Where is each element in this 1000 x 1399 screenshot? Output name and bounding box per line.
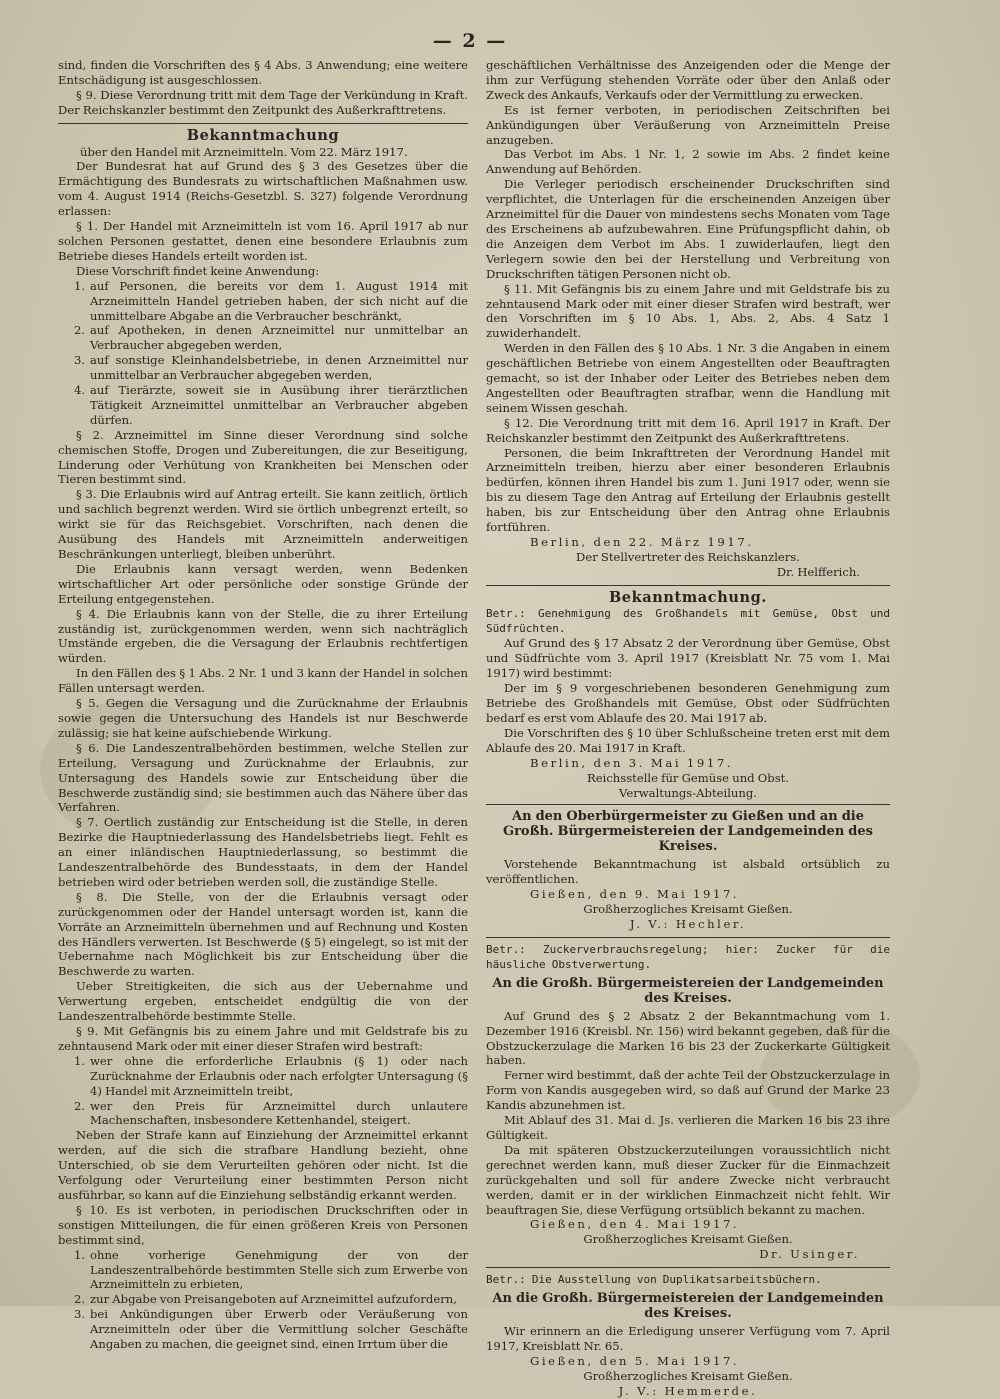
paragraph: § 9. Mit Gefängnis bis zu einem Jahre und mit Geldstrafe bis zu zehntausend Mark oder mit einer dieser Strafen wird bestraft:: [58, 1024, 468, 1053]
addressee-heading: An die Großh. Bürgermeistereien der Landgemeinden des Kreises.: [492, 1291, 884, 1322]
paragraph: Mit Ablauf des 31. Mai d. Js. verlieren die Marken 16 bis 23 ihre Gültigkeit.: [486, 1113, 890, 1142]
signature-org: Großherzogliches Kreisamt Gießen.: [583, 902, 793, 917]
paragraph: Auf Grund des § 2 Absatz 2 der Bekanntmachung vom 1. Dezember 1916 (Kreisbl. Nr. 156) wird bekannt gegeben, daß für die Obstzuckerzulage die Marken 16 bis 23 der Zuckerkarte Gültigkeit haben.: [486, 1008, 890, 1068]
paragraph: Die Vorschriften des § 10 über Schlußscheine treten erst mit dem Ablaufe des 20. Mai 1917 in Kraft.: [486, 725, 890, 755]
paragraph: Ferner wird bestimmt, daß der achte Teil der Obstzuckerzulage in Form von Kandis ausgegeben wird, so daß auf Grund der Marke 23 Kandis abzunehmen ist.: [486, 1068, 890, 1113]
paragraph: In den Fällen des § 1 Abs. 2 Nr. 1 und 3 kann der Handel in solchen Fällen untersagt werden.: [58, 666, 468, 696]
signature-place: Gießen, den 9. Mai 1917.: [530, 887, 740, 902]
penalty-list: [58, 1054, 468, 1129]
paragraph: § 11. Mit Gefängnis bis zu einem Jahre und mit Geldstrafe bis zu zehntausend Mark oder mit einer dieser Strafen wird bestraft, wer den Vorschriften im § 10 Abs. 1, Abs. 2, Abs. 4 Satz 1 zuwiderhandelt.: [486, 281, 890, 341]
divider: [58, 123, 468, 124]
paragraph: § 12. Die Verordnung tritt mit dem 16. April 1917 in Kraft. Der Reichskanzler bestimmt den Zeitpunkt des Außerkrafttretens.: [486, 415, 890, 445]
divider: [486, 937, 890, 938]
list-item: 4. auf Tierärzte, soweit sie in Ausübung ihrer tierärztlichen Tätigkeit Arzneimittel unmittelbar an Verbraucher abgeben dürfen.: [74, 383, 468, 427]
divider: [486, 804, 890, 805]
announcement-subheading: über den Handel mit Arzneimitteln. Vom 22. März 1917.: [80, 144, 408, 159]
prohibition-list: [58, 1248, 468, 1352]
paragraph: § 9. Diese Verordnung tritt mit dem Tage der Verkündung in Kraft. Der Reichskanzler bestimmt den Zeitpunkt des Außerkrafttretens.: [58, 87, 468, 117]
paragraph: Diese Vorschrift findet keine Anwendung:: [76, 263, 320, 278]
list-item: 1. wer ohne die erforderliche Erlaubnis (§ 1) oder nach Zurücknahme der Erlaubnis oder nach erfolgter Untersagung (§ 4) Handel mit Arzneimitteln treibt,: [74, 1053, 468, 1098]
paragraph: Der Bundesrat hat auf Grund des § 3 des Gesetzes über die Ermächtigung des Bundesrats zu wirtschaftlichen Maßnahmen usw. vom 4. August 1914 (Reichs-Gesetzbl. S. 327) folgende Verordnung erlassen:: [58, 159, 468, 219]
list-item: 3. auf sonstige Kleinhandelsbetriebe, in denen Arzneimittel nur unmittelbar an Verbraucher abgegeben werden,: [74, 353, 468, 383]
signature-role: Der Stellvertreter des Reichskanzlers.: [576, 549, 800, 564]
subject-line: Betr.: Die Ausstellung von Duplikatsarbeitsbüchern.: [486, 1273, 822, 1287]
addressee-heading: An den Oberbürgermeister zu Gießen und an die Großh. Bürgermeistereien der Landgemeinden des Kreises.: [502, 809, 873, 855]
left-column: [58, 58, 468, 1352]
signature-org: Verwaltungs-Abteilung.: [619, 785, 757, 800]
page-number: — 2 —: [432, 30, 508, 52]
paragraph: Neben der Strafe kann auf Einziehung der Arzneimittel erkannt werden, auf die sich die strafbare Handlung bezieht, ohne Unterschied, ob sie dem Verurteilten gehören oder nicht. Ist die Verfolgung oder Verurteilung einer bestimmten Person nicht ausführbar, so kann auf die Einziehung selbständig erkannt werden.: [58, 1128, 468, 1202]
paragraph: § 4. Die Erlaubnis kann von der Stelle, die zu ihrer Erteilung zuständig ist, zurückgenommen werden, wenn sich nachträglich Umstände ergeben, die die Versagung der Erlaubnis rechtfertigen würden.: [58, 606, 468, 666]
divider: [486, 1267, 890, 1268]
paragraph: Wir erinnern an die Erledigung unserer Verfügung vom 7. April 1917, Kreisblatt Nr. 65.: [486, 1324, 890, 1353]
paragraph: Ueber Streitigkeiten, die sich aus der Uebernahme und Verwertung ergeben, entscheidet endgültig die von der Landeszentralbehörde bestimmte Stelle.: [58, 979, 468, 1024]
paragraph: § 8. Die Stelle, von der die Erlaubnis versagt oder zurückgenommen oder der Handel untersagt worden ist, kann die Vorräte an Arzneimitteln übernehmen und auf Rechnung und Kosten des Händlers verwerten. Ist Beschwerde (§ 5) eingelegt, so ist mit der Uebernahme nach Möglichkeit bis zur Entscheidung über die Beschwerde zu warten.: [58, 889, 468, 979]
divider: [486, 585, 890, 586]
paragraph: Auf Grund des § 17 Absatz 2 der Verordnung über Gemüse, Obst und Südfrüchte vom 3. April 1917 (Kreisblatt Nr. 75 vom 1. Mai 1917) wird bestimmt:: [486, 636, 890, 681]
paragraph: § 2. Arzneimittel im Sinne dieser Verordnung sind solche chemischen Stoffe, Drogen und Zubereitungen, die zur Beseitigung, Linderung oder Verhütung von Krankheiten bei Menschen oder Tieren bestimmt sind.: [58, 427, 468, 487]
continuation-text: geschäftlichen Verhältnisse des Anzeigenden oder die Menge der ihm zur Verfügung stehenden Vorräte oder über den Anlaß oder Zweck des Ankaufs, Verkaufs oder der Vermittlung zu erwecken.: [486, 58, 890, 102]
announcement-heading: Bekanntmachung: [186, 126, 340, 144]
paragraph: Werden in den Fällen des § 10 Abs. 1 Nr. 3 die Angaben in einem geschäftlichen Betriebe von einem Angestellten oder Beauftragten gemacht, so ist der Inhaber oder Leiter des Betriebes neben dem Angestellten oder Beauftragten strafbar, wenn die Handlung mit seinem Wissen geschah.: [486, 341, 890, 415]
paragraph: § 5. Gegen die Versagung und die Zurücknahme der Erlaubnis sowie gegen die Untersuchung des Handels ist nur Beschwerde zulässig; sie hat keine aufschiebende Wirkung.: [58, 696, 468, 740]
paragraph: § 10. Es ist verboten, in periodischen Druckschriften oder in sonstigen Mitteilungen, die für einen größeren Kreis von Personen bestimmt sind,: [58, 1202, 468, 1247]
signature-org: Reichsstelle für Gemüse und Obst.: [587, 770, 789, 785]
paragraph: Das Verbot im Abs. 1 Nr. 1, 2 sowie im Abs. 2 findet keine Anwendung auf Behörden.: [486, 147, 890, 177]
signature-org: Großherzogliches Kreisamt Gießen.: [583, 1368, 793, 1383]
paragraph: Es ist ferner verboten, in periodischen Zeitschriften bei Ankündigungen über Veräußerung von Arzneimitteln Preise anzugeben.: [486, 102, 890, 147]
paragraph: Vorstehende Bekanntmachung ist alsbald ortsüblich zu veröffentlichen.: [486, 857, 890, 887]
continuation-text: sind, finden die Vorschriften des § 4 Abs. 3 Anwendung; eine weitere Entschädigung ist ausgeschlossen.: [58, 58, 468, 87]
paragraph: Die Verleger periodisch erscheinender Druckschriften sind verpflichtet, die Unterlagen für die erscheinenden Anzeigen über Arzneimittel für die Dauer von mindestens sechs Monaten vom Tage des Erscheinens ab aufzubewahren. Eine Prüfungspflicht dahin, ob die Anzeigen dem Verbot im Abs. 1 zuwiderlaufen, liegt den Verlegern sowie den bei der Herstellung und Verbreitung von Druckschriften tätigen Personen nicht ob.: [486, 177, 890, 281]
signature-place: Berlin, den 3. Mai 1917.: [530, 755, 734, 770]
signature-name: J. V.: Hechler.: [629, 917, 747, 932]
paragraph: Da mit späteren Obstzuckerzuteilungen voraussichtlich nicht gerechnet werden kann, muß dieser Zucker für die Einmachzeit zurückgehalten und soll für andere Zwecke nicht verbraucht werden, damit er in der wirklichen Einmachzeit nicht fehlt. Wir beauftragen Sie, diese Verfügung ortsüblich bekannt zu machen.: [486, 1142, 890, 1217]
exception-list: [58, 279, 468, 428]
subject-line: Betr.: Zuckerverbrauchsregelung; hier: Zucker für die häusliche Obstverwertung.: [486, 942, 890, 971]
paragraph: § 1. Der Handel mit Arzneimitteln ist vom 16. April 1917 ab nur solchen Personen gestattet, denen eine besondere Erlaubnis zum Betriebe dieses Handels erteilt worden ist.: [58, 219, 468, 263]
signature-place: Gießen, den 4. Mai 1917.: [530, 1217, 740, 1232]
paragraph: Der im § 9 vorgeschriebenen besonderen Genehmigung zum Betriebe des Großhandels mit Gemüse, Obst oder Südfrüchten bedarf es erst vom Ablaufe des 20. Mai 1917 ab.: [486, 681, 890, 725]
list-item: 1. auf Personen, die bereits vor dem 1. August 1914 mit Arzneimitteln Handel getrieben haben, der sich nicht auf die unmittelbare Abgabe an die Verbraucher beschränkt,: [74, 278, 468, 323]
list-item: 2. auf Apotheken, in denen Arzneimittel nur unmittelbar an Verbraucher abgegeben werden,: [74, 323, 468, 353]
paragraph: Personen, die beim Inkrafttreten der Verordnung Handel mit Arzneimitteln treiben, hierzu aber einer besonderen Erlaubnis bedürfen, können ihren Handel bis zum 1. Juni 1917 oder, wenn sie bis zu diesem Tage den Antrag auf Erteilung der Erlaubnis gestellt haben, bis zur Entscheidung über den Antrag ohne Erlaubnis fortführen.: [486, 445, 890, 535]
list-item: 2. wer den Preis für Arzneimittel durch unlautere Machenschaften, insbesondere Kettenhandel, steigert.: [74, 1098, 468, 1128]
paragraph: Die Erlaubnis kann versagt werden, wenn Bedenken wirtschaftlicher Art oder persönliche oder sonstige Gründe der Erteilung entgegenstehen.: [58, 561, 468, 606]
subject-line: Betr.: Genehmigung des Großhandels mit Gemüse, Obst und Südfrüchten.: [486, 606, 890, 635]
list-item: 3. bei Ankündigungen über Erwerb oder Veräußerung von Arzneimitteln oder über die Vermittlung solcher Geschäfte Angaben zu machen, die geeignet sind, einen Irrtum über die: [74, 1307, 468, 1352]
paragraph: § 3. Die Erlaubnis wird auf Antrag erteilt. Sie kann zeitlich, örtlich und sachlich begrenzt werden. Wird sie örtlich unbegrenzt erteilt, so wirkt sie für das Reichsgebiet. Vorschriften, nach denen die Ausübung des Handels mit Arzneimitteln anderweitigen Beschränkungen unterliegt, bleiben unberührt.: [58, 487, 468, 561]
signature-org: Großherzogliches Kreisamt Gießen.: [583, 1232, 793, 1247]
signature-name: Dr. Usinger.: [759, 1247, 860, 1262]
signature-place: Berlin, den 22. März 1917.: [530, 535, 754, 549]
signature-place: Gießen, den 5. Mai 1917.: [530, 1353, 740, 1368]
addressee-heading: An die Großh. Bürgermeistereien der Landgemeinden des Kreises.: [492, 975, 884, 1006]
list-item: 1. ohne vorherige Genehmigung der von der Landeszentralbehörde bestimmten Stelle sich zum Erwerbe von Arzneimitteln zu erbieten,: [74, 1247, 468, 1292]
paragraph: § 7. Oertlich zuständig zur Entscheidung ist die Stelle, in deren Bezirke die Hauptniederlassung des Handelsbetriebs liegt. Fehlt es an einer inländischen Hauptniederlassung, so bestimmt die Landeszentralbehörde des Bundesstaats, in dem der Handel betrieben wird oder betrieben werden soll, die zuständige Stelle.: [58, 815, 468, 889]
list-item: 2. zur Abgabe von Preisangeboten auf Arzneimittel aufzufordern,: [74, 1292, 457, 1307]
right-column: [486, 58, 890, 1399]
signature-name: J. V.: Hemmerde.: [618, 1383, 758, 1398]
paragraph: § 6. Die Landeszentralbehörden bestimmen, welche Stellen zur Erteilung, Versagung und Zurücknahme der Erlaubnis, zur Untersagung des Handels sowie zur Entscheidung über die Beschwerde zuständig sind; sie bestimmen auch das Nähere über das Verfahren.: [58, 740, 468, 815]
announcement-heading: Bekanntmachung.: [608, 588, 768, 606]
signature-name: Dr. Helfferich.: [776, 564, 860, 579]
